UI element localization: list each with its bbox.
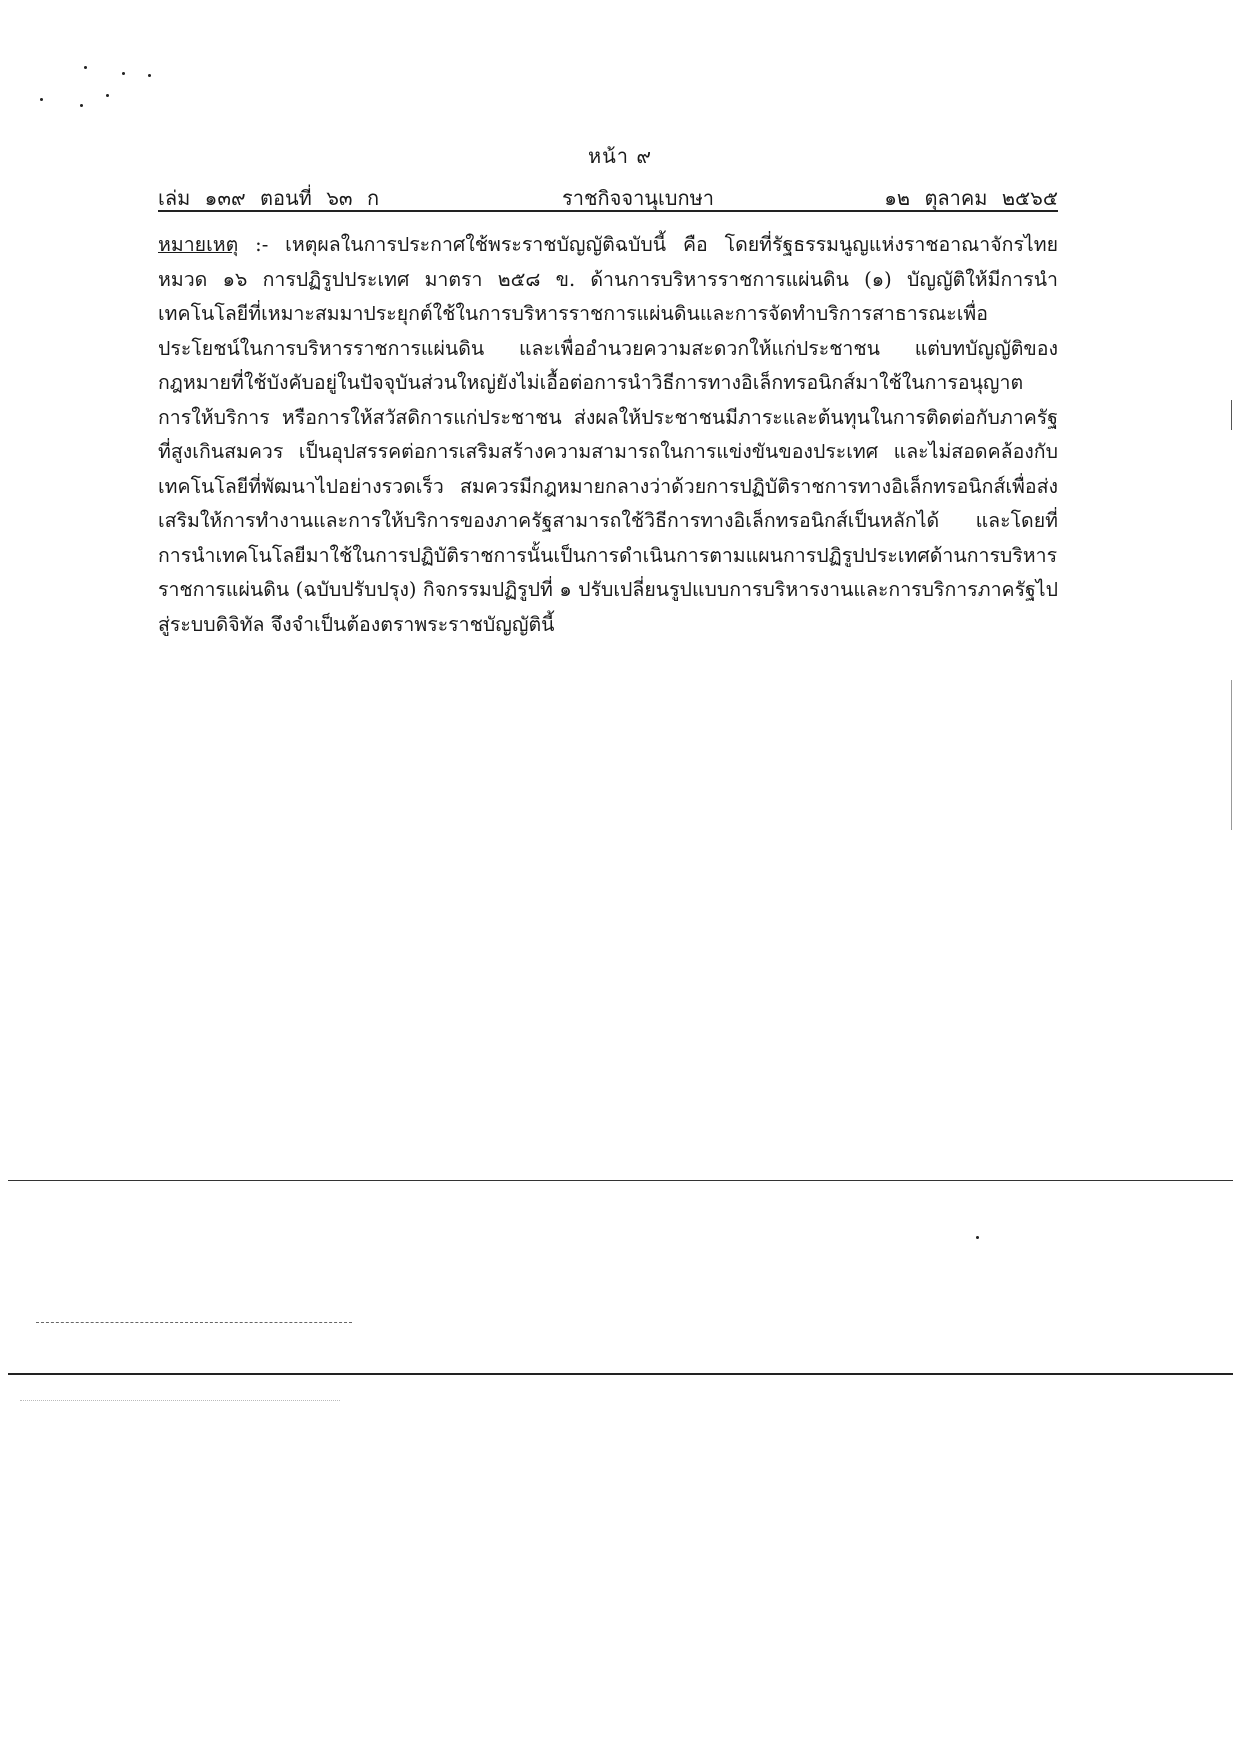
gazette-header bbox=[158, 180, 1058, 212]
scan-divider-line bbox=[8, 1373, 1233, 1375]
gazette-name: ราชกิจจานุเบกษา bbox=[561, 186, 715, 210]
remarks-paragraph bbox=[158, 228, 1058, 642]
scan-speck bbox=[40, 98, 43, 101]
scan-divider-line bbox=[20, 1400, 340, 1401]
scan-edge-mark bbox=[1231, 680, 1232, 830]
page-number: หน้า ๙ bbox=[587, 144, 653, 168]
scan-speck bbox=[106, 94, 109, 97]
scan-speck bbox=[148, 74, 151, 77]
volume-issue: เล่ม ๑๓๙ ตอนที่ ๖๓ ก bbox=[158, 186, 380, 210]
scan-divider-line bbox=[36, 1322, 352, 1323]
scan-speck bbox=[80, 104, 83, 107]
publication-date: ๑๒ ตุลาคม ๒๕๖๕ bbox=[884, 186, 1058, 210]
remarks-body: :- เหตุผลในการประกาศใช้พระราชบัญญัติฉบับนี้ คือ โดยที่รัฐธรรมนูญแห่งราชอาณาจักรไทย หมวด ๑๖ การปฏิรูปประเทศ มาตรา ๒๕๘ ข. ด้านการบริหารราชการแผ่นดิน (๑) บัญญัติให้มีการนำเทคโนโลยีที่เหมาะสมมาประยุกต์ใช้ในการบริหารราชการแผ่นดินและการจัดทำบริการสาธารณะเพื่อประโยชน์ในการบริหารราชการแผ่นดิน และเพื่ออำนวยความสะดวกให้แก่ประชาชน แต่บทบัญญัติของกฎหมายที่ใช้บังคับอยู่ในปัจจุบันส่วนใหญ่ยังไม่เอื้อต่อการนำวิธีการทางอิเล็กทรอนิกส์มาใช้ในการอนุญาต การให้บริการ หรือการให้สวัสดิการแก่ประชาชน ส่งผลให้ประชาชนมีภาระและต้นทุนในการติดต่อกับภาครัฐที่สูงเกินสมควร เป็นอุปสรรคต่อการเสริมสร้างความสามารถในการแข่งขันของประเทศ และไม่สอดคล้องกับเทคโนโลยีที่พัฒนาไปอย่างรวดเร็ว สมควรมีกฎหมายกลางว่าด้วยการปฏิบัติราชการทางอิเล็กทรอนิกส์เพื่อส่งเสริมให้การทำงานและการให้บริการของภาครัฐสามารถใช้วิธีการทางอิเล็กทรอนิกส์เป็นหลักได้ และโดยที่การนำเทคโนโลยีมาใช้ในการปฏิบัติราชการนั้นเป็นการดำเนินการตามแผนการปฏิรูปประเทศด้านการบริหารราชการแผ่นดิน (ฉบับปรับปรุง) กิจกรรมปฏิรูปที่ ๑ ปรับเปลี่ยนรูปแบบการบริหารงานและการบริการภาครัฐไปสู่ระบบดิจิทัล จึงจำเป็นต้องตราพระราชบัญญัตินี้ bbox=[158, 233, 1059, 636]
scan-edge-mark bbox=[1231, 400, 1232, 430]
scan-divider-line bbox=[8, 1180, 1233, 1181]
remarks-label: หมายเหตุ bbox=[158, 233, 239, 256]
scan-speck bbox=[122, 72, 125, 75]
scan-speck bbox=[84, 66, 87, 69]
scan-speck bbox=[976, 1236, 979, 1239]
